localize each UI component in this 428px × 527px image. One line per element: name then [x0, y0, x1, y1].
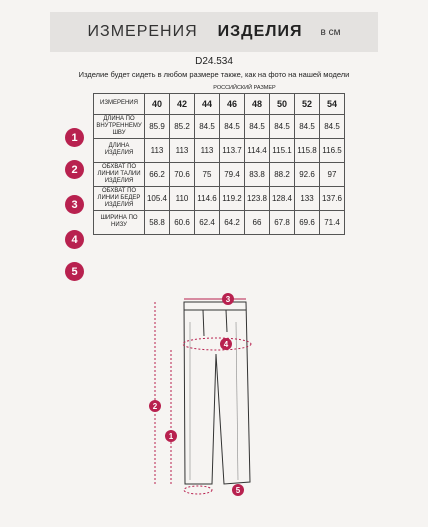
- table-cell: 113: [170, 138, 195, 162]
- table-cell: 119.2: [220, 186, 245, 210]
- trousers-outline: [184, 302, 250, 484]
- title-product: ИЗДЕЛИЯ: [217, 23, 303, 40]
- table-cell: 128.4: [270, 186, 295, 210]
- marker-5-label: 5: [235, 486, 241, 495]
- size-header: 46: [220, 93, 245, 114]
- trousers-diagram: [140, 292, 260, 512]
- row-label: ШИРИНА ПО НИЗУ: [94, 210, 145, 234]
- measurement-lines: [152, 299, 251, 494]
- title-banner: [50, 12, 378, 52]
- table-header-row: [94, 93, 345, 114]
- size-header: 54: [320, 93, 345, 114]
- table-cell: 71.4: [320, 210, 345, 234]
- marker-4-label: 4: [223, 340, 229, 349]
- marker-2-label: 2: [152, 402, 158, 411]
- marker-2: [149, 400, 161, 412]
- table-cell: 113: [145, 138, 170, 162]
- size-header: 52: [295, 93, 320, 114]
- marker-1-label: 1: [168, 432, 174, 441]
- table-cell: 84.5: [295, 114, 320, 138]
- table-cell: 58.8: [145, 210, 170, 234]
- table-row: [94, 138, 345, 162]
- table-cell: 67.8: [270, 210, 295, 234]
- table-corner: [94, 84, 145, 93]
- article-code: D24.534: [195, 56, 233, 67]
- table-row: [94, 186, 345, 210]
- row-badge: 1: [65, 128, 84, 147]
- size-header: 44: [195, 93, 220, 114]
- table-cell: 88.2: [270, 162, 295, 186]
- row-label: ДЛИНА ПО ВНУТРЕННЕМУ ШВУ: [94, 114, 145, 138]
- measure-header: ИЗМЕРЕНИЯ: [94, 93, 145, 114]
- marker-3-label: 3: [225, 295, 231, 304]
- marker-3: [222, 293, 234, 305]
- table-cell: 97: [320, 162, 345, 186]
- table-cell: 84.5: [220, 114, 245, 138]
- table-cell: 137.6: [320, 186, 345, 210]
- table-cell: 113: [195, 138, 220, 162]
- size-header: 40: [145, 93, 170, 114]
- row-badge: 4: [65, 230, 84, 249]
- table-cell: 84.5: [320, 114, 345, 138]
- table-cell: 64.2: [220, 210, 245, 234]
- table-cell: 79.4: [220, 162, 245, 186]
- marker-5: [232, 484, 244, 496]
- row-label: ОБХВАТ ПО ЛИНИИ БЕДЕР ИЗДЕЛИЯ: [94, 186, 145, 210]
- fit-note: Изделие будет сидеть в любом размере также, как на фото на нашей модели: [78, 70, 350, 79]
- table-cell: 116.5: [320, 138, 345, 162]
- marker-4: [220, 338, 232, 350]
- table-cell: 85.9: [145, 114, 170, 138]
- table-row: [94, 114, 345, 138]
- table-cell: 114.6: [195, 186, 220, 210]
- table-cell: 123.8: [245, 186, 270, 210]
- row-badge: 2: [65, 160, 84, 179]
- table-cell: 84.5: [195, 114, 220, 138]
- table-cell: 133: [295, 186, 320, 210]
- row-badge: 3: [65, 195, 84, 214]
- size-header: 42: [170, 93, 195, 114]
- table-cell: 85.2: [170, 114, 195, 138]
- size-header: 50: [270, 93, 295, 114]
- table-cell: 69.6: [295, 210, 320, 234]
- marker-1: [165, 430, 177, 442]
- table-cell: 83.8: [245, 162, 270, 186]
- table-cell: 114.4: [245, 138, 270, 162]
- row-badge: 5: [65, 262, 84, 281]
- row-label: ДЛИНА ИЗДЕЛИЯ: [94, 138, 145, 162]
- table-cell: 115.8: [295, 138, 320, 162]
- table-cell: 110: [170, 186, 195, 210]
- title-unit: в см: [320, 26, 341, 38]
- table-cell: 62.4: [195, 210, 220, 234]
- table-cell: 84.5: [245, 114, 270, 138]
- table-cell: 105.4: [145, 186, 170, 210]
- row-label: ОБХВАТ ПО ЛИНИИ ТАЛИИ ИЗДЕЛИЯ: [94, 162, 145, 186]
- table-cell: 113.7: [220, 138, 245, 162]
- table-cell: 75: [195, 162, 220, 186]
- table-cell: 84.5: [270, 114, 295, 138]
- table-cell: 70.6: [170, 162, 195, 186]
- title-measurements: ИЗМЕРЕНИЯ: [87, 23, 198, 40]
- table-cell: 115.1: [270, 138, 295, 162]
- table-row: [94, 210, 345, 234]
- table-cell: 60.6: [170, 210, 195, 234]
- size-table: [93, 84, 345, 235]
- table-row: [94, 162, 345, 186]
- table-cell: 66: [245, 210, 270, 234]
- size-header: 48: [245, 93, 270, 114]
- table-cell: 66.2: [145, 162, 170, 186]
- table-cell: 92.6: [295, 162, 320, 186]
- russian-size-header: РОССИЙСКИЙ РАЗМЕР: [145, 84, 345, 93]
